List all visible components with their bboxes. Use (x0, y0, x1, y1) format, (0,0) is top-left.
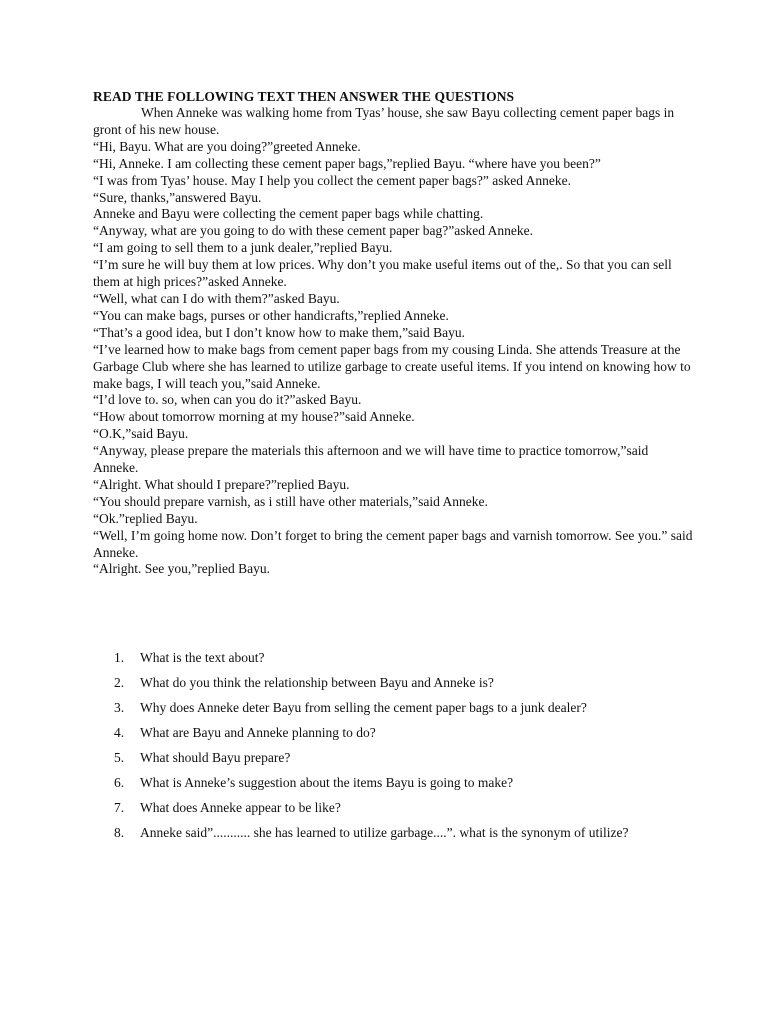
passage-paragraph: “I’d love to. so, when can you do it?”asked Bayu. (93, 392, 362, 408)
question-number: 5. (114, 750, 125, 765)
passage-paragraph: “Sure, thanks,”answered Bayu. (93, 189, 262, 205)
passage-paragraph: “I am going to sell them to a junk dealer,”replied Bayu. (93, 240, 393, 256)
passage-paragraph: “Hi, Anneke. I am collecting these cement paper bags,”replied Bayu. “where have you been?” (93, 155, 601, 171)
passage-paragraph: “Well, I’m going home now. Don’t forget to bring the cement paper bags and varnish tomorrow. See you.” said Anneke. (93, 527, 693, 560)
question-item (114, 695, 674, 720)
passage-paragraph: “Hi, Bayu. What are you doing?”greeted Anneke. (93, 138, 361, 154)
passage-paragraph: “I was from Tyas’ house. May I help you collect the cement paper bags?” asked Anneke. (93, 172, 572, 188)
question-number: 6. (114, 775, 125, 790)
passage-paragraph: “Anyway, please prepare the materials this afternoon and we will have time to practice tomorrow,”said Anneke. (93, 443, 649, 476)
question-text: What should Bayu prepare? (140, 750, 291, 765)
passage-paragraph: “Anyway, what are you going to do with these cement paper bag?”asked Anneke. (93, 223, 533, 239)
reading-section (93, 88, 693, 578)
passage-paragraph: “How about tomorrow morning at my house?”said Anneke. (93, 409, 415, 425)
passage-paragraph: “O.K,”said Bayu. (93, 426, 189, 442)
question-number: 1. (114, 650, 125, 665)
question-item (114, 745, 674, 770)
passage-paragraph: “I’m sure he will buy them at low prices. Why don’t you make useful items out of the,. So that you can sell them at high prices?”asked Anneke. (93, 257, 672, 290)
question-item (114, 770, 674, 795)
reading-passage (93, 105, 693, 578)
question-number: 7. (114, 800, 125, 815)
passage-paragraph: “You can make bags, purses or other handicrafts,”replied Anneke. (93, 307, 449, 323)
question-text: What are Bayu and Anneke planning to do? (140, 725, 376, 740)
passage-paragraph: “Ok.”replied Bayu. (93, 510, 198, 526)
question-text: What is the text about? (140, 650, 265, 665)
question-number: 3. (114, 700, 125, 715)
question-text: What does Anneke appear to be like? (140, 800, 341, 815)
question-number: 2. (114, 675, 125, 690)
passage-paragraph: Anneke and Bayu were collecting the cement paper bags while chatting. (93, 206, 484, 222)
passage-paragraph: “Alright. See you,”replied Bayu. (93, 561, 270, 577)
question-text: Anneke said”........... she has learned to utilize garbage....”. what is the synonym of utilize? (140, 825, 629, 840)
passage-paragraph: “You should prepare varnish, as i still have other materials,”said Anneke. (93, 493, 488, 509)
question-item (114, 820, 674, 845)
question-text: What is Anneke’s suggestion about the items Bayu is going to make? (140, 775, 514, 790)
instructions-heading: READ THE FOLLOWING TEXT THEN ANSWER THE QUESTIONS (93, 89, 515, 104)
passage-paragraph: When Anneke was walking home from Tyas’ house, she saw Bayu collecting cement paper bags in gront of his new house. (93, 105, 675, 137)
question-text: What do you think the relationship between Bayu and Anneke is? (140, 675, 494, 690)
question-item (114, 670, 674, 695)
passage-paragraph: “That’s a good idea, but I don’t know how to make them,”said Bayu. (93, 324, 466, 340)
question-text: Why does Anneke deter Bayu from selling the cement paper bags to a junk dealer? (140, 700, 587, 715)
question-item (114, 795, 674, 820)
question-number: 8. (114, 825, 125, 840)
question-list (114, 645, 674, 845)
passage-paragraph: “Alright. What should I prepare?”replied Bayu. (93, 476, 350, 492)
question-number: 4. (114, 725, 125, 740)
question-item (114, 645, 674, 670)
question-item (114, 720, 674, 745)
passage-paragraph: “Well, what can I do with them?”asked Bayu. (93, 290, 340, 306)
passage-paragraph: “I’ve learned how to make bags from cement paper bags from my cousing Linda. She attends Treasure at the Garbage Club where she has learned to utilize garbage to create useful items. If you intend on knowing how to make bags, I will teach you,”said Anneke. (93, 341, 691, 391)
